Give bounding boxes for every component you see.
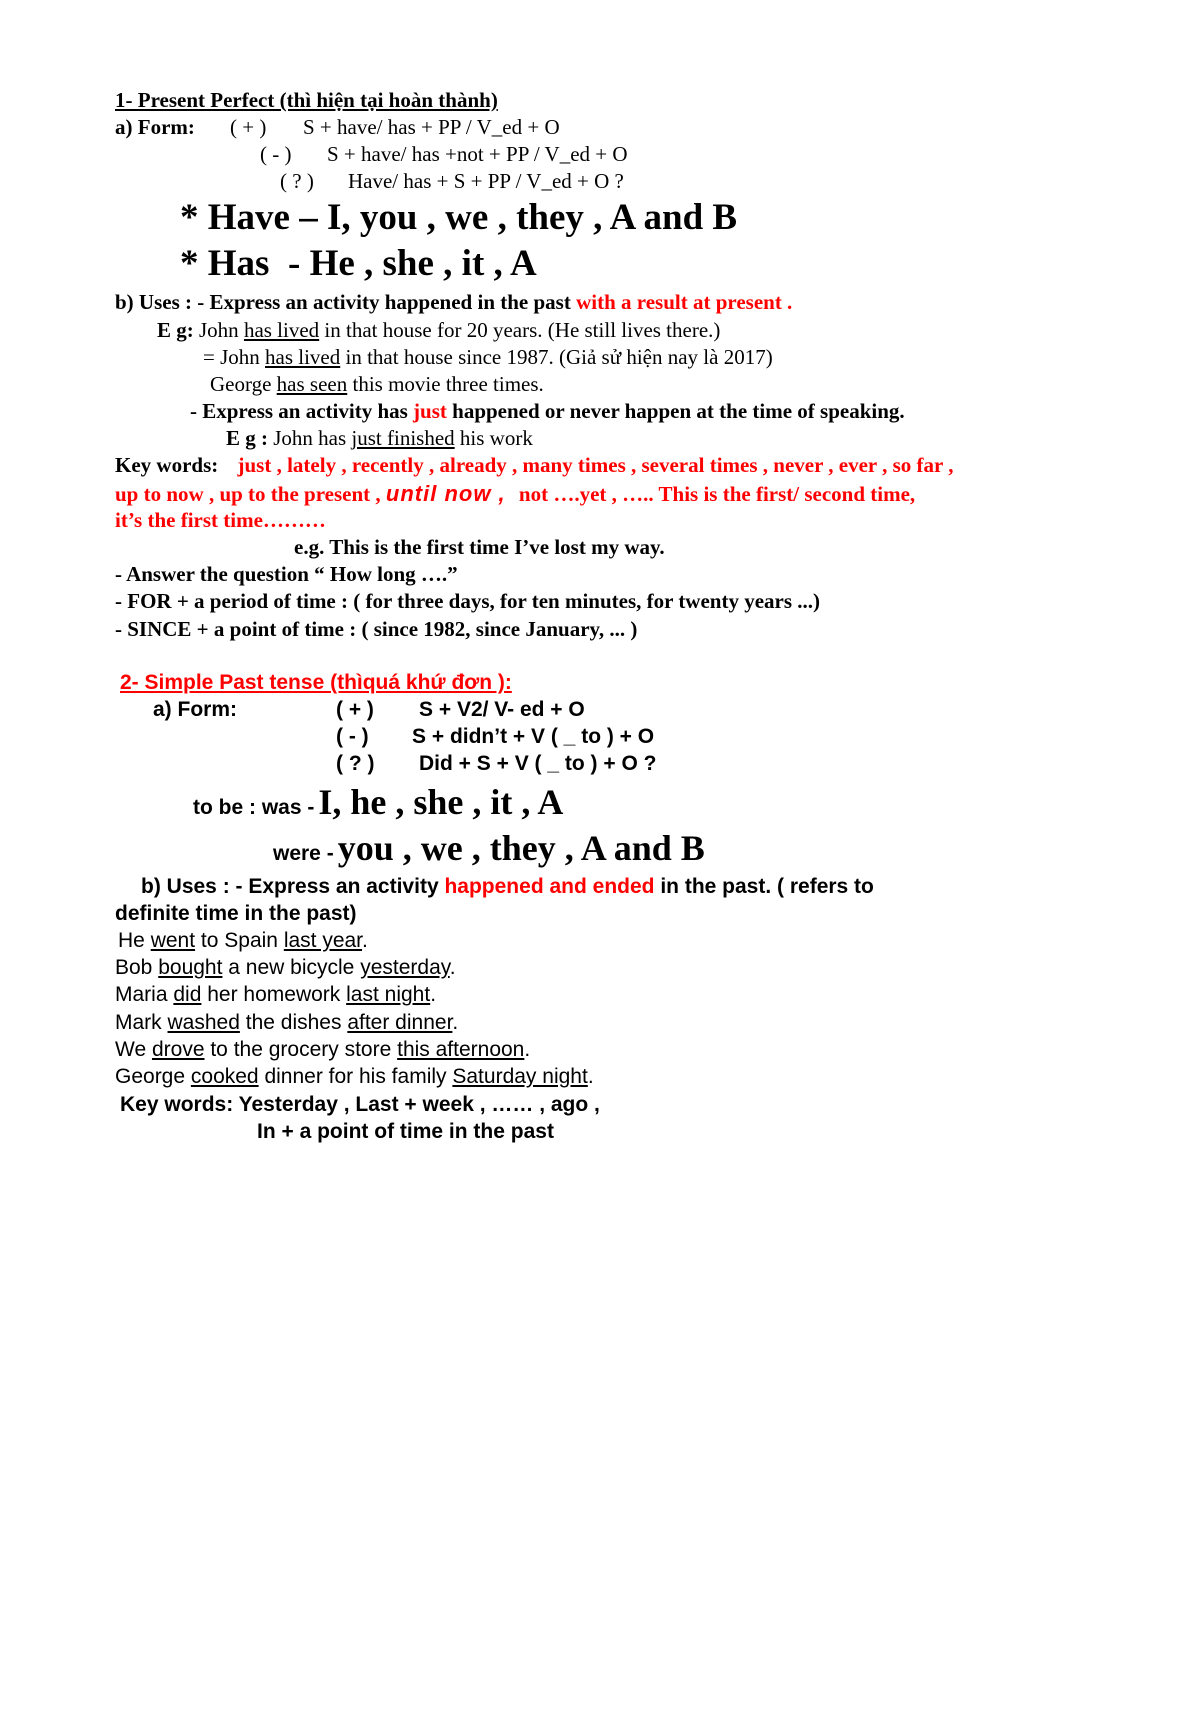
sp-uses-line1 — [141, 875, 874, 899]
pp-keywords-list2a: up to now , up to the present , — [115, 482, 381, 506]
sp-tobe-was-line — [193, 782, 563, 823]
sp-example-3 — [115, 983, 436, 1007]
sp-form-q-text: Did + S + V ( _ to ) + O ? — [419, 752, 657, 775]
sp-form-label: a) Form: — [153, 698, 237, 721]
pp-eg1-verb: has lived — [243, 318, 320, 342]
sp-ex5-verb: drove — [151, 1038, 205, 1061]
sp-form-neg-sign: ( - ) — [336, 725, 369, 748]
pp-form-label: a) Form: — [115, 115, 195, 139]
sp-ex4-object: the dishes — [245, 1011, 342, 1034]
pp-keywords-line1 — [115, 453, 953, 477]
sp-uses-red: happened and ended — [444, 875, 655, 898]
sp-was-pronouns: I, he , she , it , A — [318, 782, 564, 822]
sp-ex1-end: . — [362, 929, 368, 952]
pp-keywords-list2b: not ….yet , ….. This is the first/ second time, — [518, 482, 916, 506]
sp-form-positive — [153, 698, 585, 722]
pp-eg4-verb: just finished — [351, 426, 455, 450]
pp-eg3-subject: George — [210, 372, 272, 396]
sp-form-pos-sign: ( + ) — [336, 698, 374, 721]
sp-were-label: were - — [273, 842, 334, 865]
pp-has-line — [180, 243, 537, 286]
sp-form-q-sign: ( ? ) — [336, 752, 375, 775]
sp-ex5-subject: We — [115, 1038, 147, 1061]
pp-example2 — [203, 345, 773, 369]
sp-ex6-end: . — [587, 1065, 594, 1088]
sp-ex6-object: dinner for his family — [264, 1065, 447, 1088]
pp-form-q-sign: ( ? ) — [280, 169, 314, 193]
sp-ex1-time: last year — [283, 929, 363, 952]
sp-ex6-time: Saturday night — [452, 1065, 588, 1088]
pp-keywords-label: Key words: — [115, 453, 219, 477]
pp-keywords-line2 — [115, 481, 915, 506]
pp-eg2-verb: has lived — [265, 345, 341, 369]
sp-ex1-verb: went — [150, 929, 196, 952]
pp-answer-line: - Answer the question “ How long ….” — [115, 562, 458, 586]
pp-use2-rest: happened or never happen at the time of speaking. — [452, 399, 905, 423]
sp-uses-line2: definite time in the past) — [115, 902, 357, 925]
sp-ex5-end: . — [524, 1038, 531, 1061]
sp-ex2-time: yesterday — [360, 956, 450, 979]
sp-example-5 — [115, 1038, 530, 1062]
pp-uses-label: b) Uses : - — [115, 290, 205, 314]
pp-form-neg-text: S + have/ has +not + PP / V_ed + O — [327, 142, 628, 166]
sp-ex2-object: a new bicycle — [228, 956, 355, 979]
pp-example3 — [210, 372, 544, 396]
sp-example-6 — [115, 1065, 594, 1089]
pp-example1 — [157, 318, 720, 342]
sp-uses-text: b) Uses : - Express an activity — [141, 875, 439, 898]
pp-since-line: - SINCE + a point of time : ( since 1982, since January, ... ) — [115, 617, 638, 641]
pp-eg4-label: E g : — [226, 426, 268, 450]
pp-eg4-subject: John has — [273, 426, 347, 450]
pp-eg-label: E g: — [157, 318, 194, 342]
sp-tobe-were-line — [273, 828, 705, 869]
sp-ex6-verb: cooked — [190, 1065, 259, 1088]
pp-keywords-example: e.g. This is the first time I’ve lost my way. — [294, 535, 665, 559]
sp-form-pos-text: S + V2/ V- ed + O — [419, 698, 585, 721]
pp-form-pos-sign: ( + ) — [230, 115, 267, 139]
sp-ex3-object: her homework — [207, 983, 341, 1006]
pp-form-pos-text: S + have/ has + PP / V_ed + O — [303, 115, 560, 139]
sp-ex1-object: to Spain — [200, 929, 278, 952]
sp-ex2-verb: bought — [158, 956, 223, 979]
sp-uses-rest: in the past. ( refers to — [660, 875, 874, 898]
sp-example-1 — [118, 929, 368, 953]
pp-keywords-until-now: until now , — [385, 481, 506, 506]
pp-eg3-verb: has seen — [276, 372, 348, 396]
sp-ex6-subject: George — [115, 1065, 186, 1088]
pp-example4 — [226, 426, 533, 450]
section2-title: 2- Simple Past tense (thìquá khứ đơn ): — [120, 671, 512, 694]
pp-has-pronouns: - He , she , it , A — [288, 243, 537, 284]
pp-form-question — [280, 169, 624, 193]
pp-use2 — [190, 399, 905, 423]
sp-ex3-subject: Maria — [115, 983, 168, 1006]
sp-ex4-subject: Mark — [115, 1011, 162, 1034]
section1-title: 1- Present Perfect (thì hiện tại hoàn thành) — [115, 88, 498, 112]
sp-were-pronouns: you , we , they , A and B — [337, 828, 705, 868]
sp-ex2-subject: Bob — [115, 956, 153, 979]
sp-form-negative — [336, 725, 655, 749]
sp-keywords-line1: Key words: Yesterday , Last + week , …… , ago , — [120, 1093, 600, 1116]
sp-ex4-end: . — [452, 1011, 459, 1034]
pp-use1 — [115, 290, 792, 314]
pp-eg4-rest: his work — [459, 426, 533, 450]
sp-keywords-line2: In + a point of time in the past — [257, 1120, 554, 1143]
pp-use2-red: just — [413, 399, 447, 423]
sp-ex4-time: after dinner — [347, 1011, 453, 1034]
pp-form-q-text: Have/ has + S + PP / V_ed + O ? — [348, 169, 624, 193]
pp-eg2-subject: = John — [203, 345, 260, 369]
pp-use1-text: Express an activity happened in the past — [209, 290, 571, 314]
pp-eg1-subject: John — [199, 318, 239, 342]
sp-ex5-time: this afternoon — [397, 1038, 525, 1061]
sp-ex3-end: . — [430, 983, 437, 1006]
pp-use2-text: - Express an activity has — [190, 399, 408, 423]
sp-ex1-subject: He — [118, 929, 145, 952]
pp-eg2-rest: in that house since 1987. (Giả sử hiện nay là 2017) — [345, 345, 773, 369]
sp-ex3-verb: did — [173, 983, 202, 1006]
sp-example-4 — [115, 1011, 458, 1035]
pp-form-positive — [115, 115, 560, 139]
sp-ex2-end: . — [449, 956, 456, 979]
sp-ex4-verb: washed — [167, 1011, 240, 1034]
pp-form-negative — [260, 142, 628, 166]
sp-tobe-label: to be : was - — [193, 796, 315, 819]
sp-form-question — [336, 752, 657, 776]
pp-eg1-rest: in that house for 20 years. (He still lives there.) — [324, 318, 721, 342]
sp-example-2 — [115, 956, 456, 980]
sp-ex5-object: to the grocery store — [210, 1038, 392, 1061]
sp-form-neg-text: S + didn’t + V ( _ to ) + O — [412, 725, 655, 748]
sp-ex3-time: last night — [346, 983, 431, 1006]
pp-form-neg-sign: ( - ) — [260, 142, 292, 166]
pp-keywords-list1: just , lately , recently , already , many times , several times , never , ever , so far , — [237, 453, 954, 477]
pp-have-line: * Have – I, you , we , they , A and B — [180, 197, 738, 238]
pp-use1-red: with a result at present . — [576, 290, 793, 314]
pp-keywords-line3: it’s the first time……… — [115, 508, 326, 532]
pp-eg3-rest: this movie three times. — [352, 372, 544, 396]
pp-has-label: * Has — [180, 243, 270, 284]
pp-for-line: - FOR + a period of time : ( for three days, for ten minutes, for twenty years ...) — [115, 589, 821, 613]
